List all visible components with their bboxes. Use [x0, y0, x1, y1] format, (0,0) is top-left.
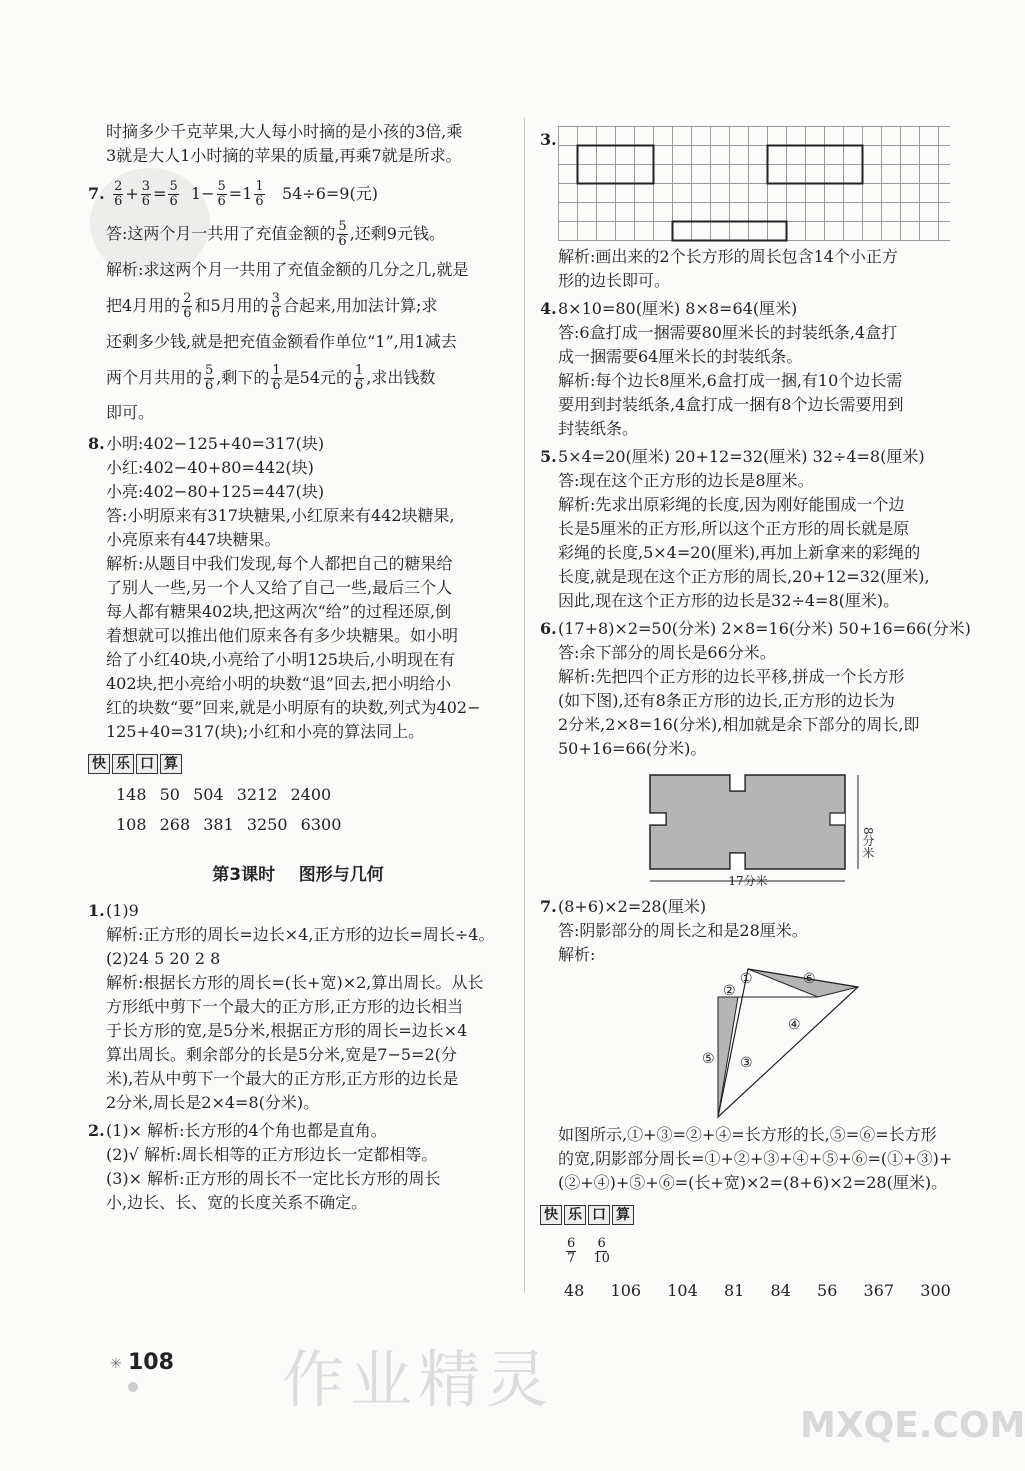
- question-4: 4.8×10=80(厘米) 8×8=64(厘米) 答:6盒打成一捆需要80厘米长的封装纸条,4盒打 成一捆需要64厘米长的封装纸条。 解析:每个边长8厘米,6盒打成一捆,有10个边长需 要用到封装纸条,4盒打成一捆有8个边长需要用到 封装纸条。: [540, 299, 904, 438]
- svg-text:④: ④: [788, 1017, 801, 1033]
- quick-calc-row: 108 268 381 3250 6300: [116, 815, 342, 834]
- svg-text:⑥: ⑥: [803, 971, 816, 987]
- watermark: 作业精灵: [282, 1343, 555, 1416]
- question-2: 2.(1)× 解析:长方形的4个角也都是直角。 (2)√ 解析:周长相等的正方形边长一定都相等。 (3)× 解析:正方形的周长不一定比长方形的周长 小,边长、长、宽的长度关系不确定。: [88, 1121, 441, 1212]
- question-1: 1.(1)9 解析:正方形的周长=边长×4,正方形的边长=周长÷4。 (2)24 5 20 2 8 解析:根据长方形的周长=(长+宽)×2,算出周长。从长 方形纸中剪下一个最大的正方形,正方形的边长相当 于长方形的宽,是5分米,根据正方形的周长=边长×4 算出周长。剩余部分的长是5分米,宽是7−5=2(分 米),若从中剪下一个最大的正方形,正方形的边长是 2分米,周长是2×4=8(分米)。: [88, 901, 495, 1112]
- text-line: 3就是大人1小时摘的苹果的质量,再乘7就是所求。: [106, 146, 462, 165]
- question-7: 7. $\frac{2}{6}$ + $\frac{3}{6}$ = $\frac{5}{6}$ 1− $\frac{5}{6}$ =1 $\frac{1}{6}$ 54÷6=9(元) 答:这两个月一共用了充值金额的 $\frac{5}{6}$ ,还剩9元钱。 解析:求这两个月一共用了充值金额的几分之几,就是 把4月用的 $\frac{2}{6}$ 和5月用的 $\frac{3}{6}$ 合起来,用加法计算;求 还剩多少钱,就是把充值金额看作单位“1”,用1减去 两个月共用的 $\frac{5}{6}$ ,剩下的 $\frac{1}{6}$ 是54元的 $\frac{1}{6}$ ,求出钱数 即可。: [88, 174, 508, 428]
- quick-calc-tag-right: 快 乐 口 算: [540, 1205, 634, 1225]
- svg-text:①: ①: [740, 971, 753, 987]
- question-6: 6.(17+8)×2=50(分米) 2×8=16(分米) 50+16=66(分米) 答:余下部分的周长是66分米。 解析:先把四个正方形的边长平移,拼成一个长方形 (如下图),还有8条正方形的边长,正方形的边长为 2分米,2×8=16(分米),相加就是余下部分的周长,即 50+16=66(分米)。 17分米 8分米: [540, 619, 971, 888]
- grid-figure: [558, 126, 953, 241]
- star-icon: ✳: [110, 1356, 122, 1372]
- right-column: [540, 120, 971, 1311]
- quick-calc-row: 148 50 504 3212 2400: [116, 785, 332, 804]
- section-title: 第3课时 图形与几何: [212, 865, 384, 885]
- question-7-right: 7.(8+6)×2=28(厘米) 答:阴影部分的周长之和是28厘米。 解析: ① ② ③ ④ ⑤ ⑥ 如图所示,①+③=②+④=长方形的长,⑤=⑥=长方形 的宽,阴影部分周长=①+②+③+④+⑤+⑥=(①+③)+ (②+④)+⑤+⑥=(长+宽)×2=(8+6)×2=28(厘米)。: [540, 895, 958, 1195]
- question-5: 5.5×4=20(厘米) 20+12=32(厘米) 32÷4=8(厘米) 答:现在这个正方形的边长是8厘米。 解析:先求出原彩绳的长度,因为刚好能围成一个边 长是5厘米的正方形,所以这个正方形的周长就是原 彩绳的长度,5×4=20(厘米),再加上新拿来的彩绳的 长度,就是现在这个正方形的周长,20+12=32(厘米), 因此,现在这个正方形的边长是32÷4=8(厘米)。: [540, 447, 930, 610]
- width-label: 17分米: [728, 874, 768, 888]
- question-3: 3. 解析:画出来的2个长方形的周长包含14个小正方 形的边长即可。: [540, 126, 958, 293]
- left-column: [88, 120, 508, 1215]
- height-label: 8分米: [861, 827, 875, 859]
- question-number: 7.: [88, 184, 105, 203]
- quick-calc-row-right: $\frac{6}{7}$ $\frac{6}{10}$ 48 106 104 81 84 56 367 300: [564, 1236, 951, 1300]
- page-number: 108: [128, 1350, 174, 1375]
- triangle-figure: [668, 967, 968, 1117]
- question-8: 8.小明:402−125+40=317(块) 小红:402−40+80=442(块) 小亮:402−80+125=447(块) 答:小明原来有317块糖果,小红原来有442块糖果, 小亮原来有447块糖果。 解析:从题目中我们发现,每个人都把自己的糖果给 了别人一些,另一个人又给了自己一些,最后三个人 每人都有糖果402块,把这两次“给”的过程还原,倒 着想就可以推出他们原来各有多少块糖果。如小明 给了小红40块,小亮给了小明125块后,小明现在有 402块,把小亮给小明的块数“退”回去,把小明给小 红的块数“要”回来,就是小明原有的块数,列式为402− 125+40=317(块);小红和小亮的算法同上。: [88, 434, 481, 741]
- cross-shape-figure: [640, 769, 900, 889]
- page-dot: [128, 1382, 138, 1392]
- site-watermark: MXQE.COM: [800, 1405, 1025, 1446]
- text-line: 时摘多少千克苹果,大人每小时摘的是小孩的3倍,乘: [106, 122, 463, 141]
- svg-text:⑤: ⑤: [702, 1051, 715, 1067]
- svg-text:②: ②: [723, 983, 736, 999]
- column-divider: [524, 118, 525, 1293]
- svg-text:③: ③: [740, 1055, 753, 1071]
- quick-calc-tag: 快 乐 口 算: [88, 754, 182, 774]
